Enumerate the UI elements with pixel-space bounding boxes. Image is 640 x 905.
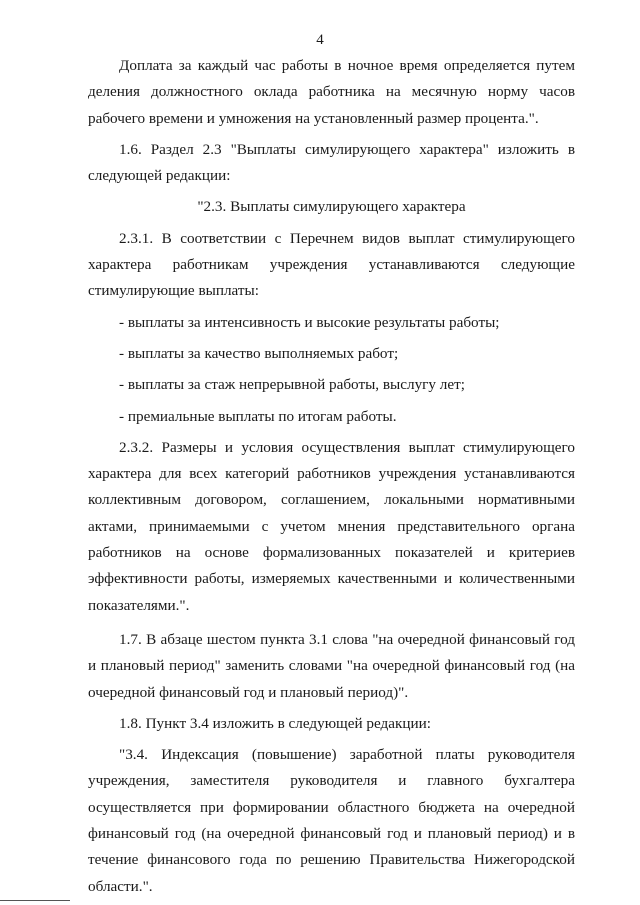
list-item: - выплаты за стаж непрерывной работы, выслугу лет;	[119, 376, 465, 394]
paragraph-night-pay: Доплата за каждый час работы в ночное время определяется путем деления должностного оклада работника на месячную норму часов рабочего времени и умножения на установленный размер процента.".	[88, 57, 575, 127]
paragraph-2-3-1: 2.3.1. В соответствии с Перечнем видов выплат стимулирующего характера работникам учреждения устанавливаются следующие стимулирующие выплаты:	[88, 229, 575, 300]
paragraph-3-4: "3.4. Индексация (повышение) заработной платы руководителя учреждения, заместителя руководителя и главного бухгалтера осуществляется при формировании областного бюджета на очередной финансовый год (на очередной финансовый год и плановый период) и в течение финансового года по решению Правительства Нижегородской области.".	[88, 746, 575, 895]
paragraph-2-3-2: 2.3.2. Размеры и условия осуществления выплат стимулирующего характера для всех категорий работников учреждения устанавливаются коллективным договором, соглашением, локальными нормативными актами, принимаемыми с учетом мнения представительного органа работников на основе формализованных показателей и критериев эффективности работы, измеряемых качественными и количественными показателями.".	[88, 438, 575, 614]
paragraph-1-7: 1.7. В абзаце шестом пункта 3.1 слова "на очередной финансовый год и плановый период" заменить словами "на очередной финансовый год (на очередной финансовый год и плановый период)".	[88, 630, 575, 701]
paragraph-1-8: 1.8. Пункт 3.4 изложить в следующей редакции:	[119, 714, 432, 732]
list-item: - выплаты за качество выполняемых работ;	[119, 344, 399, 362]
list-item: - выплаты за интенсивность и высокие результаты работы;	[119, 313, 500, 331]
footer-divider	[0, 900, 70, 901]
list-item: - премиальные выплаты по итогам работы.	[119, 407, 397, 425]
document-body	[88, 53, 575, 900]
paragraph-1-6: 1.6. Раздел 2.3 "Выплаты симулирующего характера" изложить в следующей редакции:	[88, 140, 575, 185]
page-number: 4	[316, 32, 324, 48]
section-heading-2-3: "2.3. Выплаты симулирующего характера	[197, 198, 466, 216]
